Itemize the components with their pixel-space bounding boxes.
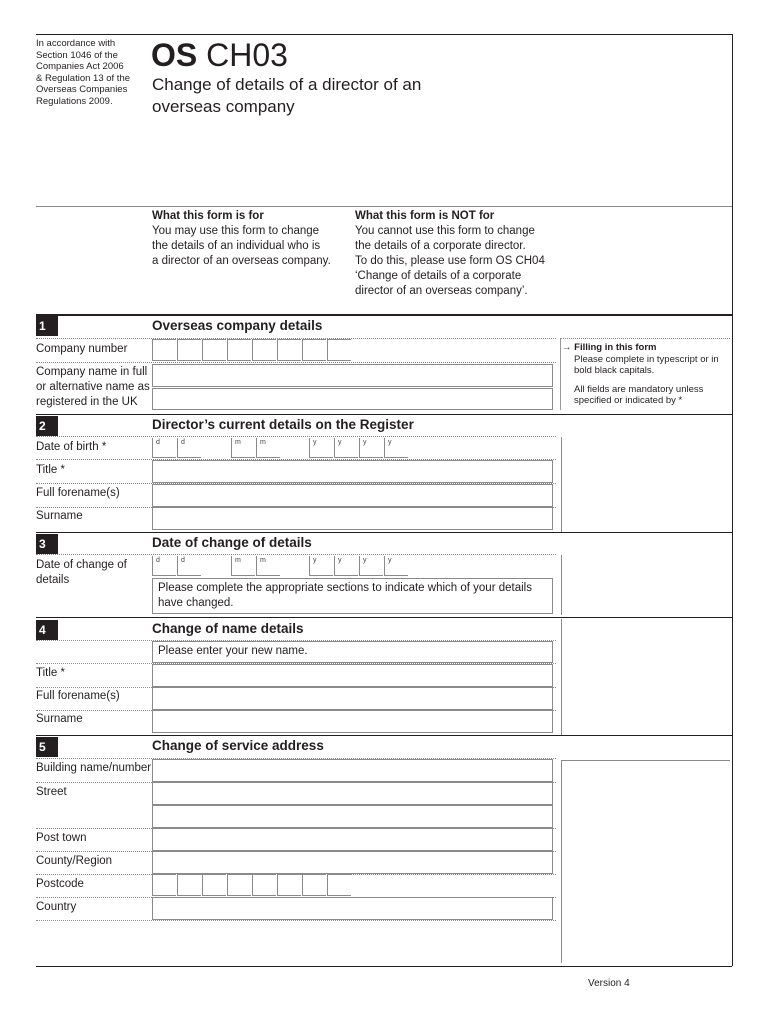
new-forenames-input[interactable] bbox=[152, 687, 553, 710]
title-label: Title * bbox=[36, 464, 65, 476]
version-label: Version 4 bbox=[588, 978, 630, 989]
date-of-change-label: Date of change of details bbox=[36, 559, 127, 586]
guidance-panel bbox=[561, 437, 730, 533]
surname-label: Surname bbox=[36, 510, 83, 522]
building-label: Building name/number bbox=[36, 762, 152, 774]
date-of-birth-label: Date of birth * bbox=[36, 441, 107, 453]
county-input[interactable] bbox=[152, 851, 553, 874]
company-name-input[interactable] bbox=[152, 364, 553, 387]
form-code: OS CH03 bbox=[151, 37, 288, 73]
title-input[interactable] bbox=[152, 460, 553, 483]
section-title: Change of name details bbox=[152, 621, 304, 636]
section-divider bbox=[36, 414, 732, 415]
what-this-form-is-for: What this form is for You may use this form to change the details of an individual who is a director of an overseas company. bbox=[152, 210, 331, 267]
divider bbox=[36, 554, 556, 555]
postcode-label: Postcode bbox=[36, 878, 84, 890]
section-number: 4 bbox=[36, 620, 58, 640]
street-input[interactable] bbox=[152, 782, 553, 805]
filling-in-guidance: → Filling in this form Please complete in typescript or in bold black capitals. All fields are mandatory unless specified or indicated by * bbox=[562, 342, 719, 406]
legal-note: In accordance with Section 1046 of the Companies Act 2006 & Regulation 13 of the Overseas Companies Regulations 2009. bbox=[36, 38, 131, 107]
country-input[interactable] bbox=[152, 897, 553, 920]
section-divider bbox=[36, 314, 732, 316]
street-input-line2[interactable] bbox=[152, 805, 553, 828]
new-title-label: Title * bbox=[36, 667, 65, 679]
surname-input[interactable] bbox=[152, 507, 553, 530]
postcode-input[interactable] bbox=[152, 874, 352, 896]
company-number-label: Company number bbox=[36, 343, 128, 355]
post-town-input[interactable] bbox=[152, 828, 553, 851]
company-number-input[interactable] bbox=[152, 339, 352, 361]
guidance-panel bbox=[561, 619, 730, 735]
bottom-border bbox=[36, 966, 732, 967]
what-this-form-is-not-for: What this form is NOT for You cannot use this form to change the details of a corporate director. To do this, please use form OS CH04 ‘Change of details of a corporate director of an overseas company’. bbox=[355, 210, 545, 297]
section-title: Change of service address bbox=[152, 738, 324, 753]
section-title: Date of change of details bbox=[152, 535, 312, 550]
sidebar-rule bbox=[560, 338, 561, 410]
section-number: 2 bbox=[36, 416, 58, 436]
new-surname-label: Surname bbox=[36, 713, 83, 725]
new-forenames-label: Full forename(s) bbox=[36, 690, 120, 702]
guidance-panel bbox=[561, 555, 730, 615]
divider bbox=[560, 338, 730, 339]
section-number: 5 bbox=[36, 737, 58, 757]
company-name-input-line2[interactable] bbox=[152, 388, 553, 410]
top-border bbox=[36, 34, 732, 35]
page-title: Change of details of a director of an overseas company bbox=[152, 75, 422, 116]
section-divider bbox=[36, 735, 732, 736]
arrow-right-icon: → bbox=[562, 342, 572, 353]
section-divider bbox=[36, 532, 732, 533]
right-border bbox=[732, 34, 733, 966]
street-label: Street bbox=[36, 786, 67, 798]
divider bbox=[36, 436, 556, 437]
country-label: Country bbox=[36, 901, 77, 913]
guidance-panel bbox=[561, 760, 730, 963]
new-surname-input[interactable] bbox=[152, 710, 553, 733]
divider bbox=[36, 920, 556, 921]
company-name-label: Company name in full or alternative name as registered in the UK bbox=[36, 366, 150, 408]
divider bbox=[36, 362, 556, 363]
forenames-input[interactable] bbox=[152, 484, 553, 507]
forenames-label: Full forename(s) bbox=[36, 487, 120, 499]
new-title-input[interactable] bbox=[152, 664, 553, 687]
section-number: 1 bbox=[36, 316, 58, 336]
county-label: County/Region bbox=[36, 855, 113, 867]
change-note: Please complete the appropriate sections to indicate which of your details have changed. bbox=[158, 582, 532, 609]
post-town-label: Post town bbox=[36, 832, 87, 844]
divider bbox=[36, 206, 732, 207]
section-title: Director’s current details on the Register bbox=[152, 417, 414, 432]
section-divider bbox=[36, 617, 732, 618]
building-input[interactable] bbox=[152, 759, 553, 782]
section-number: 3 bbox=[36, 534, 58, 554]
name-note: Please enter your new name. bbox=[158, 645, 308, 657]
section-title: Overseas company details bbox=[152, 318, 323, 333]
